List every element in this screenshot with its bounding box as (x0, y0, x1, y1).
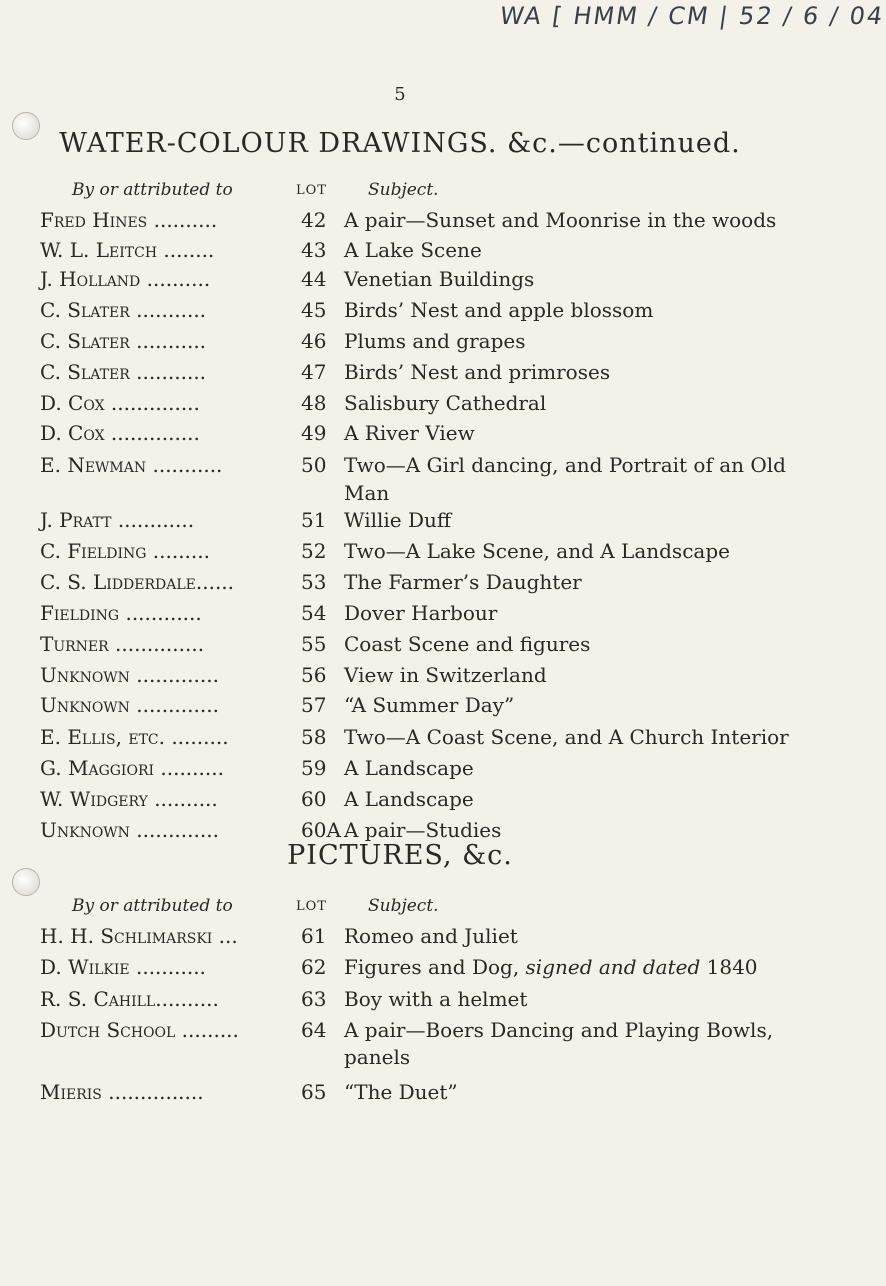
subject-text: Boy with a helmet (344, 987, 528, 1011)
list-item (40, 329, 800, 359)
artist-name: Fielding ............ (40, 601, 202, 625)
list-item (40, 756, 800, 786)
subject-text: Willie Duff (344, 508, 452, 532)
lot-column-header: LOT (296, 183, 327, 198)
list-item (40, 725, 800, 755)
artist-name: G. Maggiori .......... (40, 756, 224, 780)
list-item (40, 955, 800, 985)
lot-number: 49 (301, 421, 327, 445)
artist-name: Mieris ............... (40, 1080, 204, 1104)
artist-name: C. Slater ........... (40, 360, 207, 384)
list-item (40, 453, 800, 483)
subject-text: A Landscape (344, 787, 474, 811)
artist-name: C. Slater ........... (40, 329, 207, 353)
subject-text: View in Switzerland (344, 663, 547, 687)
subject-text: A River View (344, 421, 475, 445)
artist-name: Turner .............. (40, 632, 205, 656)
lot-number: 44 (301, 267, 327, 291)
subject-text: A Lake Scene (344, 238, 482, 262)
punch-hole (12, 112, 40, 140)
lot-number: 55 (301, 632, 327, 656)
list-item (40, 208, 800, 238)
subject-text: Coast Scene and figures (344, 632, 591, 656)
lot-number: 54 (301, 601, 327, 625)
lot-number: 51 (301, 508, 327, 532)
subject-text: Dover Harbour (344, 601, 498, 625)
list-item (40, 298, 800, 328)
page-number: 5 (394, 84, 406, 105)
pictures-section-title: PICTURES, &c. (287, 840, 513, 871)
lot-number: 57 (301, 693, 327, 717)
lot-number: 46 (301, 329, 327, 353)
list-item (40, 1018, 800, 1048)
subject-text: A Landscape (344, 756, 474, 780)
lot-number: 45 (301, 298, 327, 322)
artist-name: C. S. Lidderdale...... (40, 570, 235, 594)
lot-number: 53 (301, 570, 327, 594)
artist-name: C. Fielding ......... (40, 539, 210, 563)
lot-number: 65 (301, 1080, 327, 1104)
subject-text (344, 955, 758, 979)
subject-continuation: panels (344, 1045, 411, 1069)
lot-number: 60 (301, 787, 327, 811)
artist-column-header: By or attributed to (72, 896, 233, 916)
subject-text: Two—A Coast Scene, and A Church Interior (344, 725, 789, 749)
list-item (40, 693, 800, 723)
lot-number: 62 (301, 955, 327, 979)
lot-number: 56 (301, 663, 327, 687)
list-item (40, 508, 800, 538)
subject-text: Plums and grapes (344, 329, 526, 353)
watercolour-section-title: WATER-COLOUR DRAWINGS. &c.—continued. (59, 128, 741, 159)
subject-text: Romeo and Juliet (344, 924, 518, 948)
lot-number: 47 (301, 360, 327, 384)
list-item (40, 1080, 800, 1110)
artist-name: Unknown ............. (40, 693, 219, 717)
artist-name: Fred Hines .......... (40, 208, 218, 232)
subject-text: Venetian Buildings (344, 267, 535, 291)
list-item (40, 539, 800, 569)
list-item (40, 663, 800, 693)
list-item (40, 391, 800, 421)
lot-number: 63 (301, 987, 327, 1011)
subject-text: A pair—Studies (344, 818, 502, 842)
lot-number: 64 (301, 1018, 327, 1042)
artist-name: Unknown ............. (40, 818, 219, 842)
artist-name: R. S. Cahill.......... (40, 987, 219, 1011)
subject-text: Birds’ Nest and primroses (344, 360, 611, 384)
subject-text-part: Figures and Dog, (344, 955, 526, 979)
artist-name: E. Ellis, etc. ......... (40, 725, 229, 749)
artist-name: D. Cox .............. (40, 391, 200, 415)
lot-number: 50 (301, 453, 327, 477)
list-item (40, 632, 800, 662)
artist-name: W. Widgery .......... (40, 787, 218, 811)
artist-name: H. H. Schlimarski ... (40, 924, 238, 948)
handwritten-note: WA [ HMM / CM | 52 / 6 / 04 (498, 2, 886, 30)
list-item (40, 238, 800, 268)
list-item (40, 421, 800, 451)
artist-name: D. Cox .............. (40, 421, 200, 445)
lot-number: 60A (301, 818, 341, 842)
list-item (40, 570, 800, 600)
subject-column-header: Subject. (368, 896, 439, 916)
lot-number: 43 (301, 238, 327, 262)
artist-name: Unknown ............. (40, 663, 219, 687)
artist-name: D. Wilkie ........... (40, 955, 206, 979)
lot-number: 42 (301, 208, 327, 232)
punch-hole (12, 868, 40, 896)
subject-text-emphasis: signed and dated (525, 955, 701, 979)
lot-column-header: LOT (296, 899, 327, 914)
subject-text: Salisbury Cathedral (344, 391, 547, 415)
artist-name: W. L. Leitch ........ (40, 238, 215, 262)
subject-text: Two—A Lake Scene, and A Landscape (344, 539, 730, 563)
artist-name: J. Pratt ............ (40, 508, 195, 532)
lot-number: 48 (301, 391, 327, 415)
subject-text-part: 1840 (700, 955, 758, 979)
list-item (40, 924, 800, 954)
subject-text: A pair—Sunset and Moonrise in the woods (344, 208, 777, 232)
subject-column-header: Subject. (368, 180, 439, 200)
list-item (40, 267, 800, 297)
list-item (40, 601, 800, 631)
subject-text: The Farmer’s Daughter (344, 570, 582, 594)
lot-number: 52 (301, 539, 327, 563)
subject-text: “A Summer Day” (344, 693, 515, 717)
list-item (40, 787, 800, 817)
subject-text: A pair—Boers Dancing and Playing Bowls, (344, 1018, 774, 1042)
artist-name: E. Newman ........... (40, 453, 223, 477)
list-item (40, 987, 800, 1017)
lot-number: 61 (301, 924, 327, 948)
subject-continuation: Man (344, 481, 390, 505)
artist-name: C. Slater ........... (40, 298, 207, 322)
subject-text: “The Duet” (344, 1080, 458, 1104)
artist-name: J. Holland .......... (40, 267, 211, 291)
subject-text: Two—A Girl dancing, and Portrait of an Old (344, 453, 786, 477)
artist-name: Dutch School ......... (40, 1018, 239, 1042)
subject-text: Birds’ Nest and apple blossom (344, 298, 654, 322)
artist-column-header: By or attributed to (72, 180, 233, 200)
lot-number: 58 (301, 725, 327, 749)
lot-number: 59 (301, 756, 327, 780)
list-item (40, 360, 800, 390)
